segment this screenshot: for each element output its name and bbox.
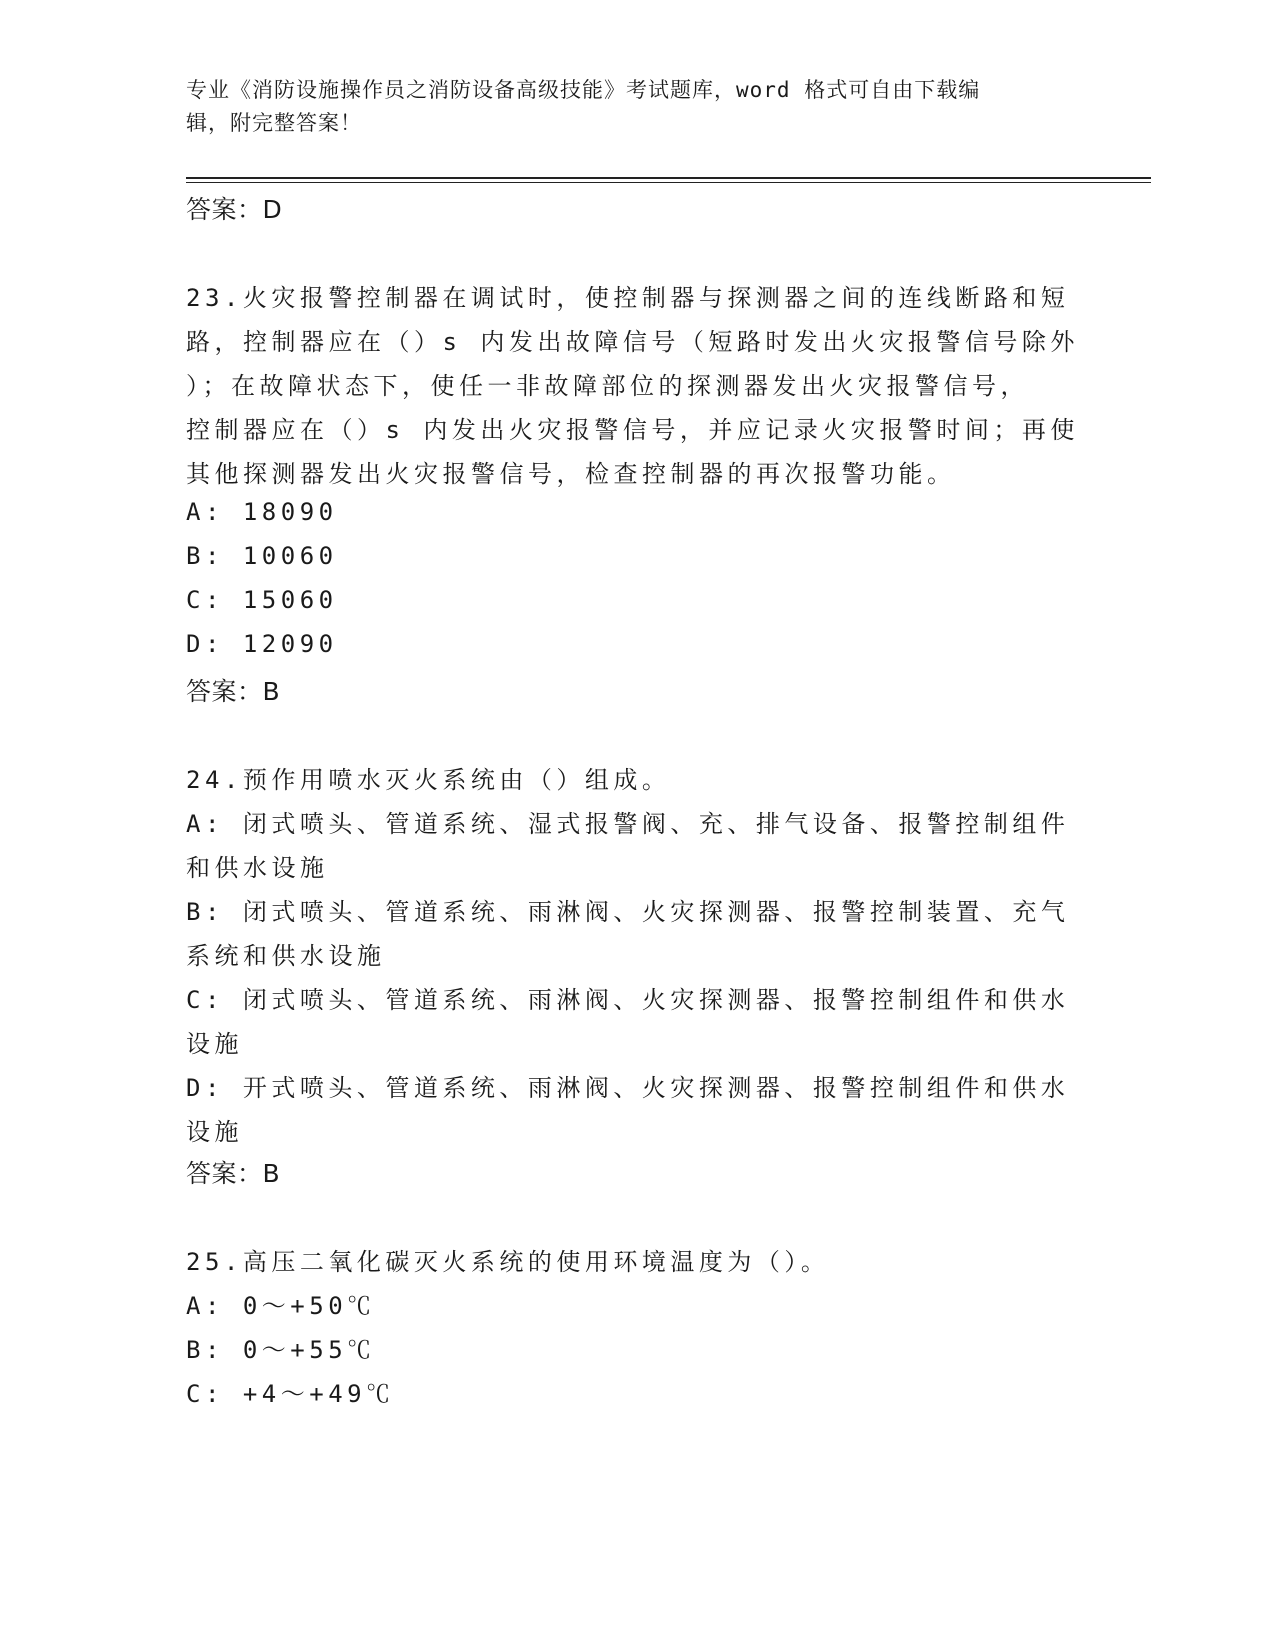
question-23-option-c: C: 15060 xyxy=(186,586,338,614)
question-24-option-b-line-1: B: 闭式喷头、管道系统、雨淋阀、火灾探测器、报警控制装置、充气 xyxy=(186,898,1070,926)
header-line-1: 专业《消防设施操作员之消防设备高级技能》考试题库，word 格式可自由下载编 xyxy=(186,78,981,102)
question-23-option-d: D: 12090 xyxy=(186,630,338,658)
header-divider-thick xyxy=(186,177,1151,179)
question-25-stem: 25.高压二氧化碳灭火系统的使用环境温度为（）。 xyxy=(186,1248,830,1276)
question-24-option-b-line-2: 系统和供水设施 xyxy=(186,942,386,970)
question-25-option-a: A: 0～+50℃ xyxy=(186,1292,376,1320)
question-24-stem: 24.预作用喷水灭火系统由（）组成。 xyxy=(186,766,671,794)
question-23-option-b: B: 10060 xyxy=(186,542,338,570)
header-divider-thin xyxy=(186,182,1151,183)
question-25-option-b: B: 0～+55℃ xyxy=(186,1336,376,1364)
question-23-stem-line-5: 其他探测器发出火灾报警信号，检查控制器的再次报警功能。 xyxy=(186,460,956,488)
question-23-answer: 答案：B xyxy=(186,677,281,706)
question-24-option-c-line-1: C: 闭式喷头、管道系统、雨淋阀、火灾探测器、报警控制组件和供水 xyxy=(186,986,1070,1014)
question-24-option-a-line-1: A: 闭式喷头、管道系统、湿式报警阀、充、排气设备、报警控制组件 xyxy=(186,810,1070,838)
question-23-stem-line-4: 控制器应在（）s 内发出火灾报警信号，并应记录火灾报警时间；再使 xyxy=(186,416,1079,444)
question-23-stem-line-1: 23.火灾报警控制器在调试时，使控制器与探测器之间的连线断路和短 xyxy=(186,284,1070,312)
question-23-stem-line-2: 路，控制器应在（）s 内发出故障信号（短路时发出火灾报警信号除外 xyxy=(186,328,1079,356)
question-24-option-a-line-2: 和供水设施 xyxy=(186,854,329,882)
header-line-2: 辑，附完整答案！ xyxy=(186,111,362,135)
question-24-option-d-line-2: 设施 xyxy=(186,1118,243,1146)
question-24-answer: 答案：B xyxy=(186,1159,281,1188)
answer-previous: 答案：D xyxy=(186,195,283,224)
question-25-option-c: C: +4～+49℃ xyxy=(186,1380,395,1408)
page-header xyxy=(186,74,1066,140)
question-23-stem-line-3: ）；在故障状态下，使任一非故障部位的探测器发出火灾报警信号， xyxy=(186,372,1029,400)
question-24-option-c-line-2: 设施 xyxy=(186,1030,243,1058)
question-23-option-a: A: 18090 xyxy=(186,498,338,526)
question-24-option-d-line-1: D: 开式喷头、管道系统、雨淋阀、火灾探测器、报警控制组件和供水 xyxy=(186,1074,1070,1102)
